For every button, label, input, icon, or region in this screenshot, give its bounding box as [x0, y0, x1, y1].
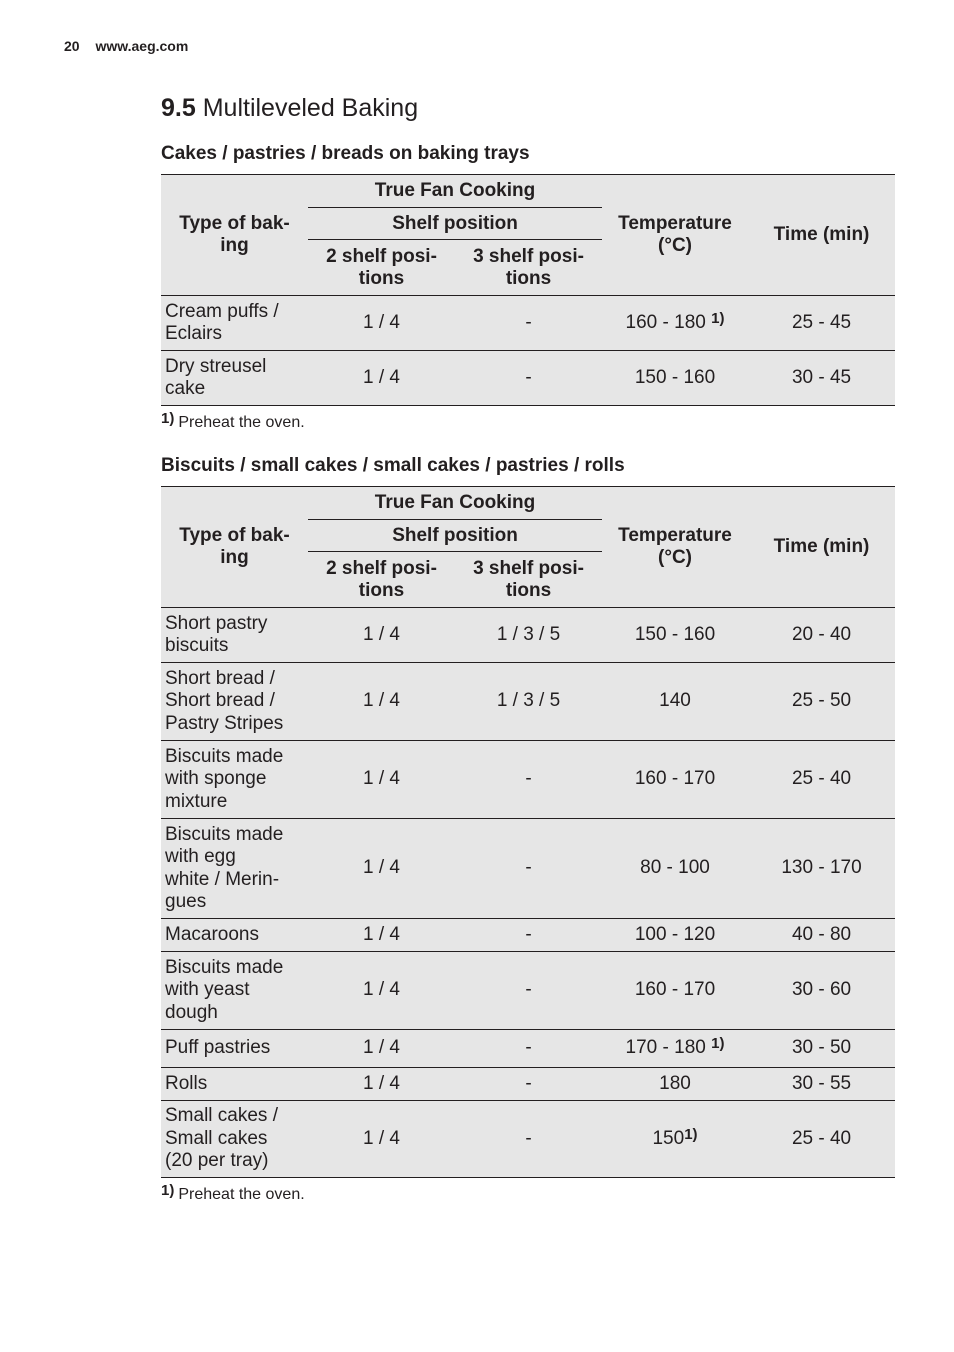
cell-3-shelf: -	[525, 1127, 532, 1149]
header-url[interactable]: www.aeg.com	[95, 38, 189, 54]
cell-2-shelf: 1 / 4	[363, 979, 400, 1001]
table2-container	[161, 486, 895, 1178]
cell-3-shelf: -	[525, 366, 532, 388]
cell-type-of-baking: Biscuits made with egg white / Merin- gues	[165, 823, 284, 912]
col-header-type: Type of bak- ing	[179, 213, 290, 256]
col-header-temperature: Temperature (°C)	[618, 213, 732, 256]
cell-2-shelf: 1 / 4	[363, 857, 400, 879]
cell-type-of-baking: Macaroons	[165, 923, 259, 945]
cell-2-shelf: 1 / 4	[363, 311, 400, 333]
table-row	[161, 296, 895, 351]
table2-footnote	[161, 1182, 305, 1204]
cell-temperature: 150 - 160	[634, 366, 716, 388]
cell-3-shelf: -	[525, 311, 532, 333]
table2-title: Biscuits / small cakes / small cakes / pastries / rolls	[161, 455, 625, 476]
table-row	[161, 1101, 895, 1178]
cell-time: 25 - 40	[791, 768, 852, 790]
cell-temperature: 150 - 160	[634, 623, 716, 645]
col-header-type: Type of bak- ing	[179, 525, 290, 568]
cell-type-of-baking: Rolls	[165, 1072, 208, 1094]
col-header-true-fan: True Fan Cooking	[308, 487, 602, 520]
cell-time: 130 - 170	[781, 857, 862, 879]
table-row	[161, 819, 895, 919]
footnote-mark: 1)	[161, 1182, 175, 1199]
cell-temperature: 170 - 180 $^{1)}$	[625, 1035, 725, 1059]
footnote-text: Preheat the oven.	[178, 414, 305, 431]
col-header-3-shelf: 3 shelf posi- tions	[473, 557, 584, 601]
cell-time: 40 - 80	[791, 923, 852, 945]
cell-time: 30 - 55	[791, 1072, 852, 1094]
table-row	[161, 663, 895, 741]
cell-2-shelf: 1 / 4	[363, 366, 400, 388]
col-header-2-shelf: 2 shelf posi- tions	[326, 557, 437, 601]
cell-temperature: 80 - 100	[640, 857, 710, 879]
cell-2-shelf: 1 / 4	[363, 690, 400, 712]
cell-3-shelf: -	[525, 923, 532, 945]
table-row	[161, 952, 895, 1030]
cell-temperature: 180	[659, 1072, 691, 1094]
cell-time: 30 - 60	[791, 979, 852, 1001]
col-header-temperature: Temperature (°C)	[618, 525, 732, 568]
cell-temperature: 160 - 170	[634, 768, 716, 790]
cell-3-shelf: -	[525, 768, 532, 790]
cell-type-of-baking: Puff pastries	[165, 1037, 271, 1059]
cell-2-shelf: 1 / 4	[363, 923, 400, 945]
col-header-time: Time (min)	[773, 536, 870, 557]
footnote-ref: 1)	[684, 1125, 698, 1143]
cell-time: 25 - 50	[791, 690, 852, 712]
table-row	[161, 608, 895, 663]
cell-type-of-baking: Biscuits made with yeast dough	[165, 956, 284, 1023]
cell-temperature: 140	[659, 690, 691, 712]
section-heading: Multileveled Baking	[202, 94, 419, 122]
footnote-ref: 1)	[711, 309, 725, 327]
col-header-time: Time (min)	[773, 224, 870, 245]
cell-2-shelf: 1 / 4	[363, 1127, 400, 1149]
cell-time: 25 - 40	[791, 1127, 852, 1149]
section-title	[161, 94, 418, 123]
table-row	[161, 1030, 895, 1068]
footnote-text: Preheat the oven.	[178, 1186, 305, 1203]
cell-3-shelf: -	[525, 979, 532, 1001]
col-header-true-fan: True Fan Cooking	[308, 175, 602, 208]
cell-type-of-baking: Short pastry biscuits	[165, 612, 268, 656]
cell-3-shelf: -	[525, 1072, 532, 1094]
cell-3-shelf: 1 / 3 / 5	[496, 623, 561, 645]
section-number: 9.5	[161, 94, 196, 122]
cell-time: 30 - 50	[791, 1037, 852, 1059]
baking-table-biscuits	[161, 486, 895, 1178]
table1-container	[161, 174, 895, 406]
col-header-2-shelf: 2 shelf posi- tions	[326, 245, 437, 289]
cell-temperature: 150$^{1)}$	[652, 1125, 698, 1149]
table-row	[161, 351, 895, 406]
table-row	[161, 1068, 895, 1101]
footnote-mark: 1)	[161, 410, 175, 427]
cell-3-shelf: -	[525, 857, 532, 879]
cell-type-of-baking: Short bread / Short bread / Pastry Stripes	[165, 667, 284, 734]
col-header-shelf-position: Shelf position	[308, 520, 602, 552]
table-row	[161, 741, 895, 819]
col-header-shelf-position: Shelf position	[308, 208, 602, 240]
cell-temperature: 160 - 170	[634, 979, 716, 1001]
table1-title: Cakes / pastries / breads on baking trays	[161, 143, 530, 164]
cell-type-of-baking: Cream puffs / Eclairs	[165, 300, 279, 344]
cell-time: 20 - 40	[791, 623, 852, 645]
cell-time: 25 - 45	[791, 311, 852, 333]
cell-2-shelf: 1 / 4	[363, 623, 400, 645]
page-header	[64, 38, 188, 54]
table1-footnote	[161, 410, 305, 432]
cell-2-shelf: 1 / 4	[363, 1072, 400, 1094]
cell-temperature: 160 - 180 $^{1)}$	[625, 309, 725, 333]
cell-temperature: 100 - 120	[634, 923, 716, 945]
footnote-ref: 1)	[711, 1035, 725, 1053]
table-row	[161, 919, 895, 952]
cell-3-shelf: -	[525, 1037, 532, 1059]
cell-2-shelf: 1 / 4	[363, 1037, 400, 1059]
cell-3-shelf: 1 / 3 / 5	[496, 690, 561, 712]
cell-2-shelf: 1 / 4	[363, 768, 400, 790]
page-number: 20	[64, 38, 80, 54]
cell-time: 30 - 45	[791, 366, 852, 388]
cell-type-of-baking: Small cakes / Small cakes (20 per tray)	[165, 1105, 278, 1172]
col-header-3-shelf: 3 shelf posi- tions	[473, 245, 584, 289]
cell-type-of-baking: Biscuits made with sponge mixture	[165, 745, 284, 812]
baking-table-cakes	[161, 174, 895, 406]
cell-type-of-baking: Dry streusel cake	[165, 355, 267, 399]
